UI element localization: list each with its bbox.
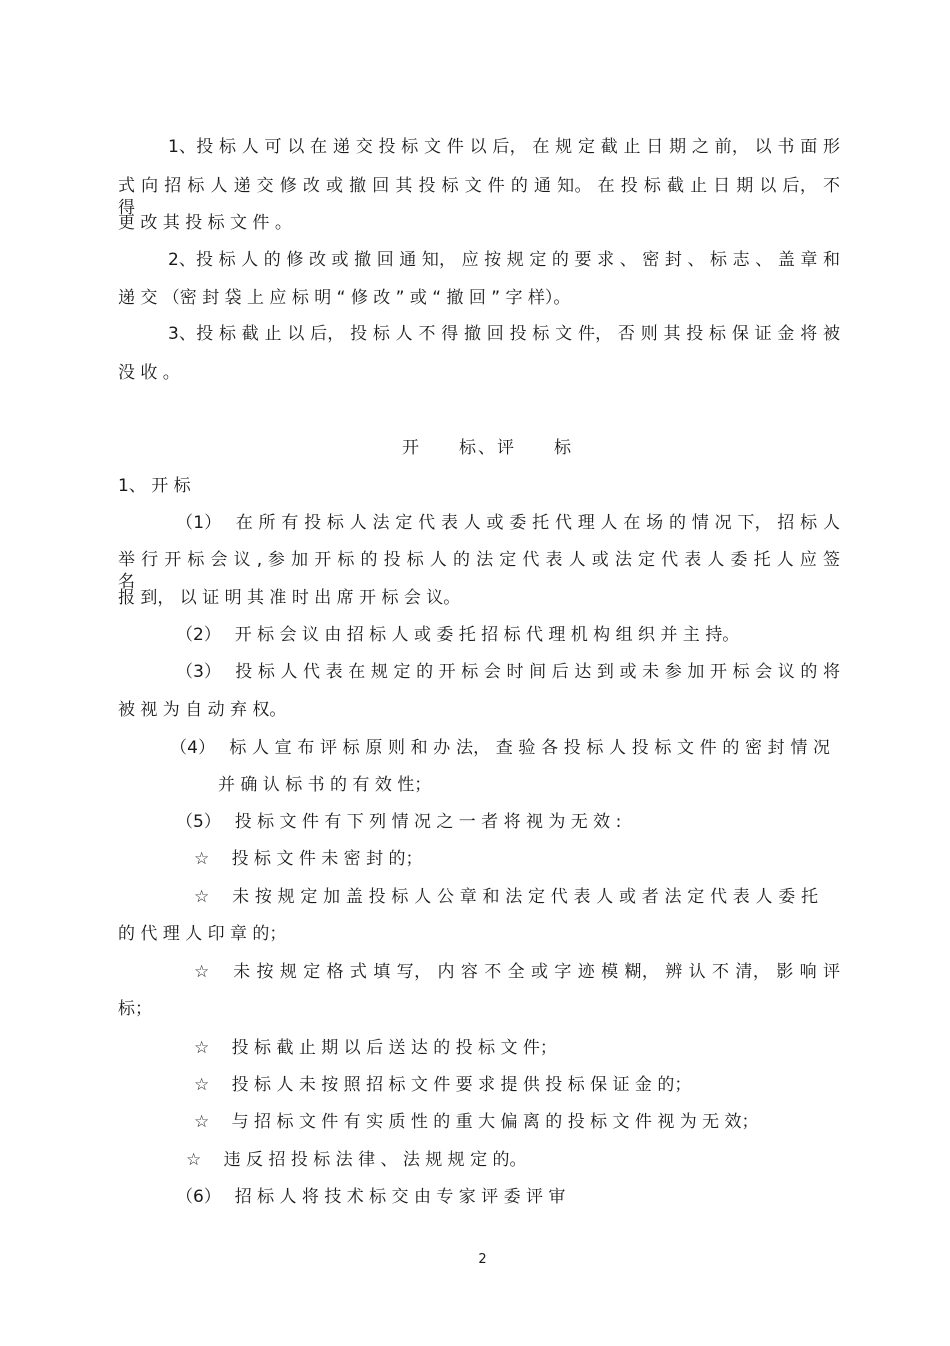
para3-line2: 被 视 为 自 动 弃 权。	[118, 700, 287, 720]
star-item-2-line2: 的 代 理 人 印 章 的；	[118, 924, 287, 944]
star-item-4: ☆ 投 标 截 止 期 以 后 送 达 的 投 标 文 件；	[194, 1038, 557, 1058]
star-item-3-line1: ☆ 未 按 规 定 格 式 填 写， 内 容 不 全 或 字 迹 模 糊， 辨 认 不 清， 影 响 评	[194, 962, 840, 982]
para4-line1: （4） 标 人 宣 布 评 标 原 则 和 办 法， 查 验 各 投 标 人 投 标 文 件 的 密 封 情 况	[170, 738, 830, 758]
star-item-2-line1: ☆ 未 按 规 定 加 盖 投 标 人 公 章 和 法 定 代 表 人 或 者 法 定 代 表 人 委 托	[194, 887, 818, 907]
star-item-6: ☆ 与 招 标 文 件 有 实 质 性 的 重 大 偏 离 的 投 标 文 件 视 为 无 效；	[194, 1112, 759, 1132]
para3-line1: （3） 投 标 人 代 表 在 规 定 的 开 标 会 时 间 后 达 到 或 未 参 加 开 标 会 议 的 将	[176, 662, 840, 682]
item1-line2: 式 向 招 标 人 递 交 修 改 或 撤 回 其 投 标 文 件 的 通 知。 在 投 标 截 止 日 期 以 后， 不 得	[118, 176, 840, 218]
item2-line2: 递 交 （密 封 袋 上 应 标 明 “ 修 改 ” 或 “ 撤 回 ” 字 样）。	[118, 288, 571, 308]
item3-line2: 没 收 。	[118, 363, 180, 383]
para2-line1: （2） 开 标 会 议 由 招 标 人 或 委 托 招 标 代 理 机 构 组 织 并 主 持。	[176, 625, 740, 645]
para1-line3: 报 到， 以 证 明 其 准 时 出 席 开 标 会 议。	[118, 588, 461, 608]
item2-line1: 2、投 标 人 的 修 改 或 撤 回 通 知， 应 按 规 定 的 要 求 、 密 封 、 标 志 、 盖 章 和	[168, 250, 840, 270]
section-title: 开 标、评 标	[402, 438, 573, 458]
section-heading: 1、 开 标	[118, 476, 191, 496]
star-item-1: ☆ 投 标 文 件 未 密 封 的；	[194, 849, 423, 869]
para4-line2: 并 确 认 标 书 的 有 效 性；	[218, 775, 432, 795]
para5-line1: （5） 投 标 文 件 有 下 列 情 况 之 一 者 将 视 为 无 效 :	[176, 812, 622, 832]
star-item-7: ☆ 违 反 招 投 标 法 律 、 法 规 规 定 的。	[186, 1150, 527, 1170]
item1-line1: 1、投 标 人 可 以 在 递 交 投 标 文 件 以 后， 在 规 定 截 止 日 期 之 前， 以 书 面 形	[168, 137, 840, 157]
para1-line1: （1） 在 所 有 投 标 人 法 定 代 表 人 或 委 托 代 理 人 在 场 的 情 况 下， 招 标 人	[176, 513, 840, 533]
para1-line2: 举 行 开 标 会 议 , 参 加 开 标 的 投 标 人 的 法 定 代 表 人 或 法 定 代 表 人 委 托 人 应 签 名	[118, 550, 840, 592]
star-item-3-line2: 标；	[118, 999, 152, 1019]
page-number: 2	[478, 1252, 487, 1267]
para6-line1: （6） 招 标 人 将 技 术 标 交 由 专 家 评 委 评 审	[176, 1187, 566, 1207]
star-item-5: ☆ 投 标 人 未 按 照 招 标 文 件 要 求 提 供 投 标 保 证 金 的；	[194, 1075, 692, 1095]
item1-line3: 更 改 其 投 标 文 件 。	[118, 213, 292, 233]
item3-line1: 3、投 标 截 止 以 后， 投 标 人 不 得 撤 回 投 标 文 件， 否 则 其 投 标 保 证 金 将 被	[168, 324, 840, 344]
